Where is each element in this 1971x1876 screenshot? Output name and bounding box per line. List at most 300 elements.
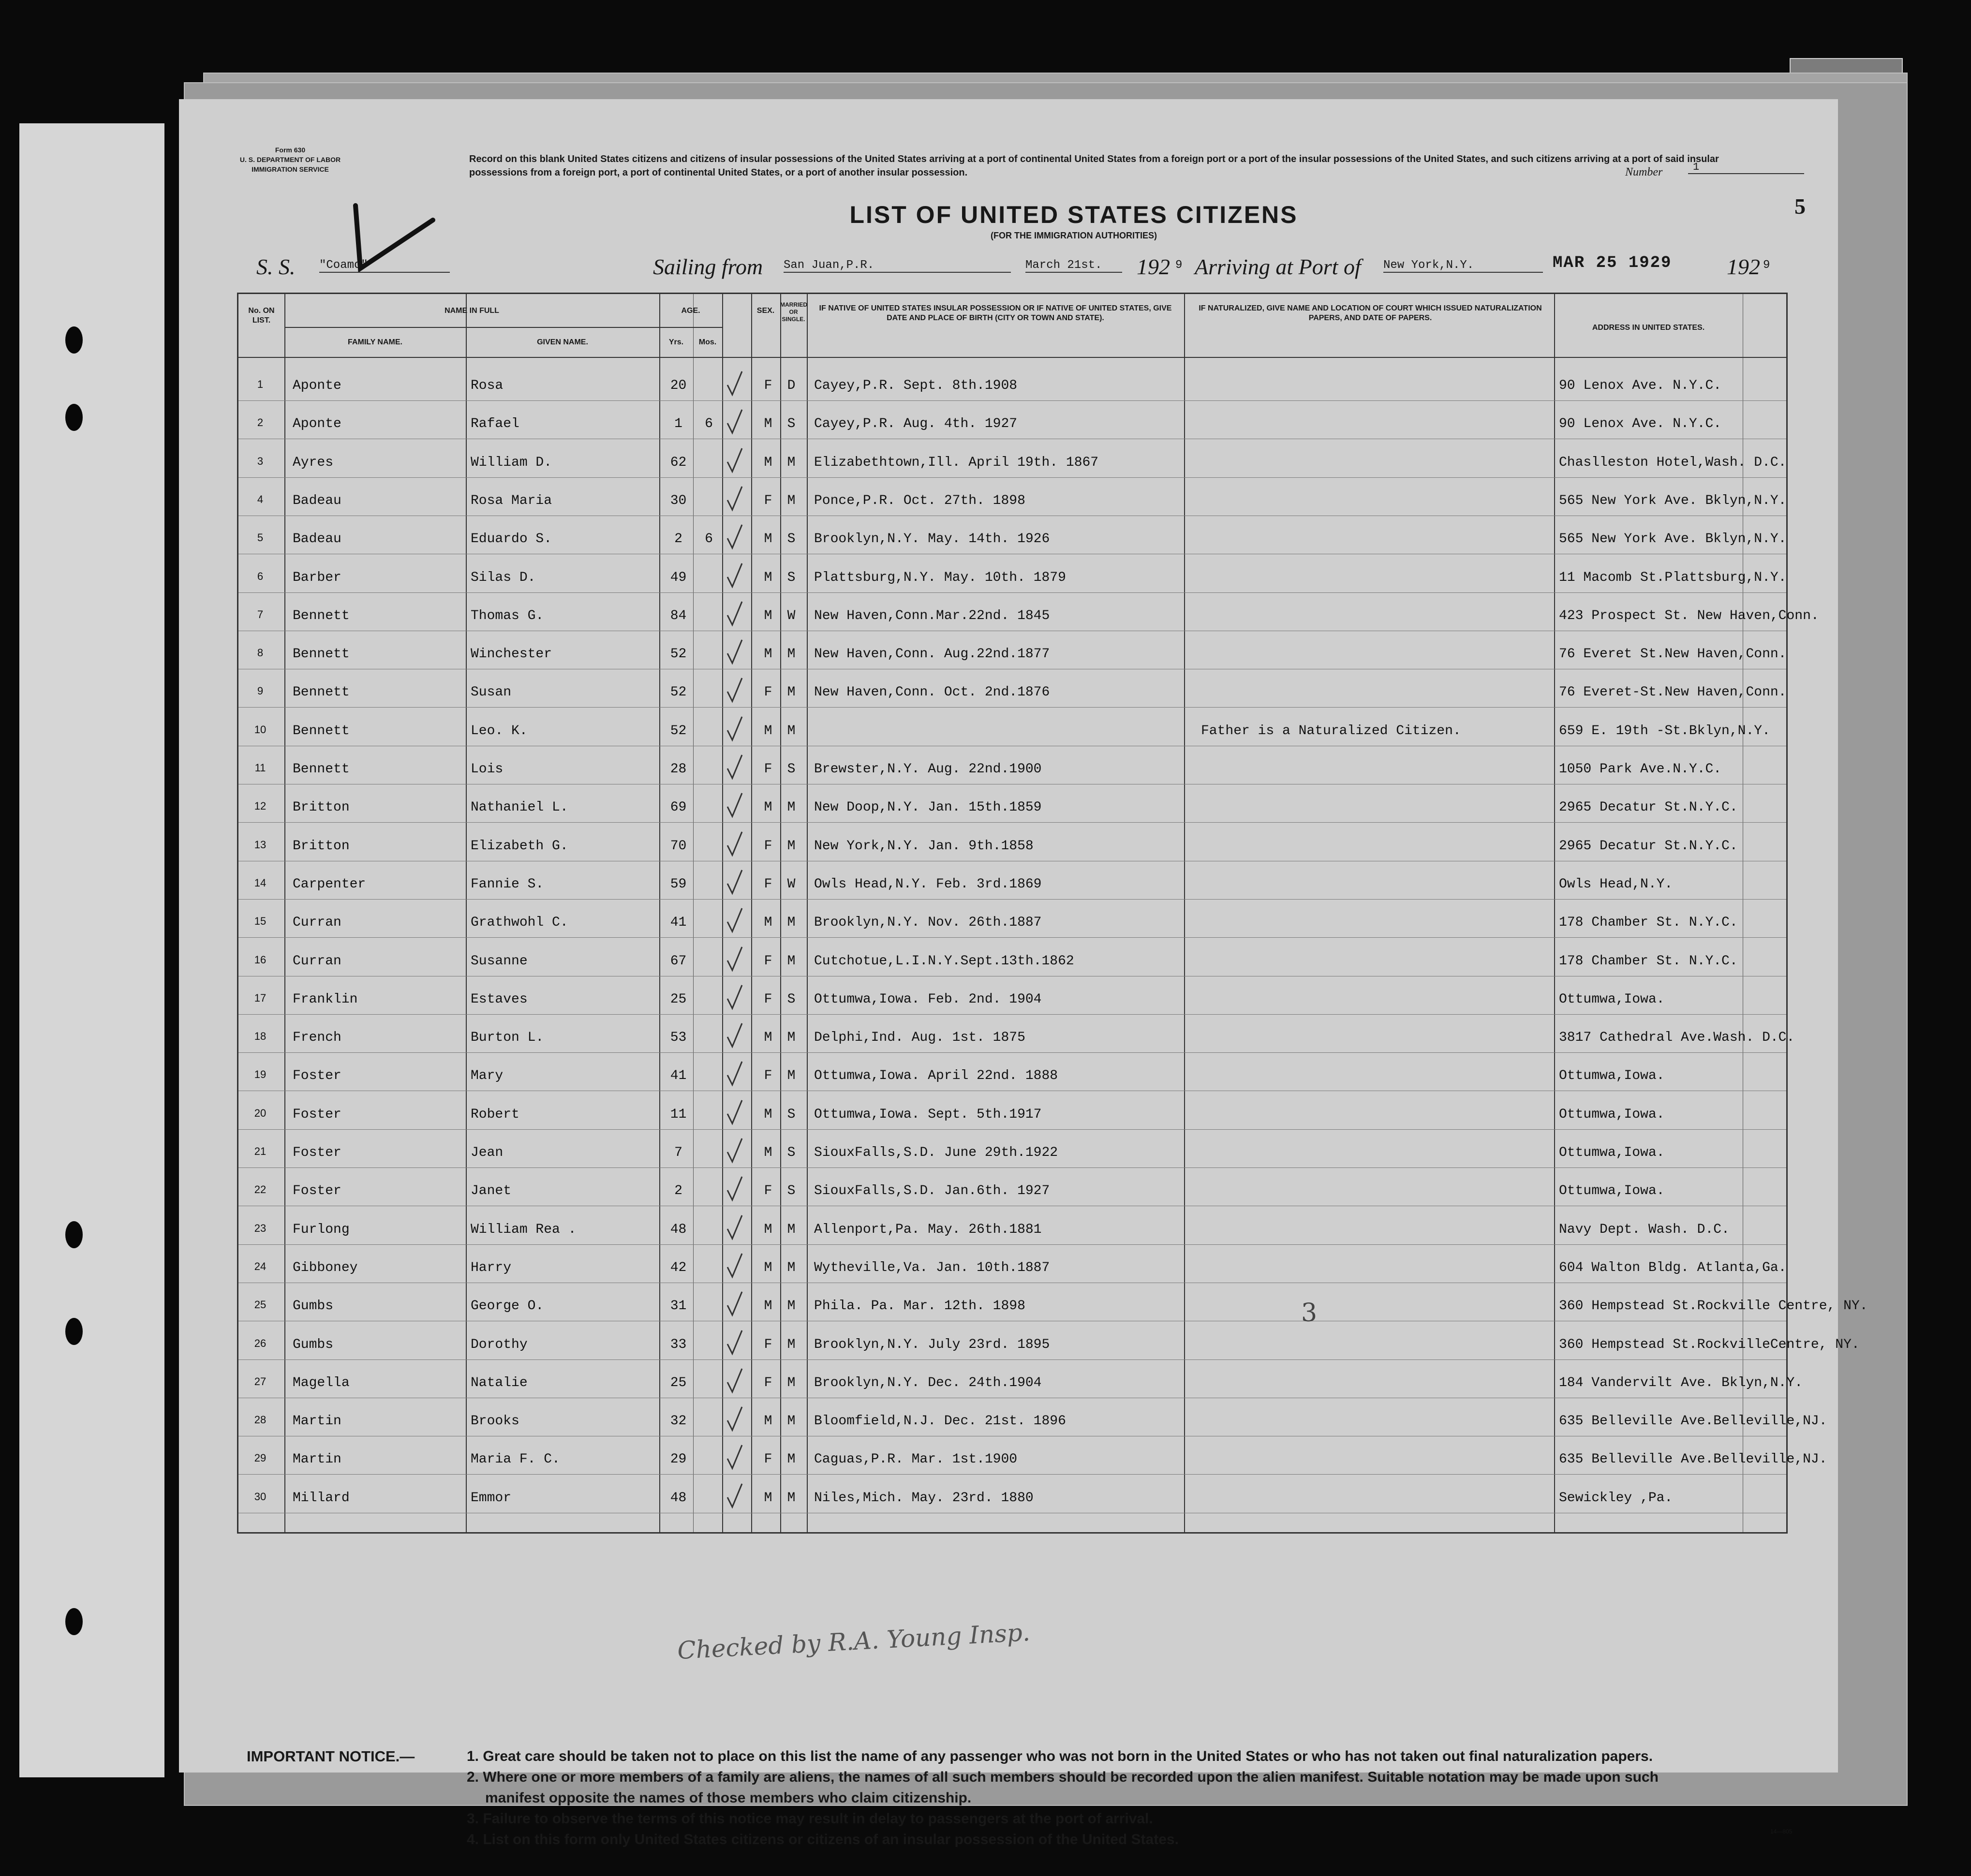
check-tick-icon — [725, 638, 744, 667]
us-address: Navy Dept. Wash. D.C. — [1559, 1222, 1730, 1237]
birth-place-date: Cayey,P.R. Sept. 8th.1908 — [814, 378, 1018, 393]
table-row — [238, 903, 1786, 942]
family-name: Carpenter — [293, 876, 366, 892]
intro-instructions: Record on this blank United States citizens and citizens of insular possessions of the United States arriving at a port of continental United States from a foreign port or a port of the insular possessions of the United States, and such citizens arriving at a port of said insular possessions from a foreign port, a port of continental United States, or a port of another insular possession. — [469, 154, 1719, 178]
arriving-port: New York,N.Y. — [1383, 259, 1543, 273]
table-row — [238, 1019, 1795, 1057]
col-given-name: GIVEN NAME. — [537, 338, 588, 346]
birth-place-date: Cayey,P.R. Aug. 4th. 1927 — [814, 416, 1018, 432]
family-name: Gumbs — [293, 1299, 334, 1314]
given-name: George O. — [471, 1299, 544, 1314]
row-number: 16 — [254, 953, 267, 966]
form-identifier — [208, 145, 372, 174]
us-address: 565 New York Ave. Bklyn,N.Y. — [1559, 493, 1787, 508]
family-name: Millard — [293, 1490, 350, 1506]
age-years: 2 — [674, 1183, 682, 1199]
age-years: 67 — [670, 953, 687, 969]
birth-place-date: Delphi,Ind. Aug. 1st. 1875 — [814, 1030, 1025, 1046]
check-tick-icon — [725, 715, 744, 744]
us-address: 184 Vandervilt Ave. Bklyn,N.Y. — [1559, 1375, 1803, 1390]
us-address: Ottumwa,Iowa. — [1559, 1107, 1665, 1122]
age-years: 2 — [674, 532, 682, 547]
given-name: Susanne — [471, 953, 528, 969]
sex-value: F — [764, 876, 772, 892]
birth-place-date: Brooklyn,N.Y. Nov. 26th.1887 — [814, 915, 1042, 931]
row-number: 15 — [254, 915, 267, 928]
us-address: 76 Everet-St.New Haven,Conn. — [1559, 685, 1787, 700]
row-number: 30 — [254, 1490, 267, 1503]
given-name: Susan — [471, 685, 512, 700]
table-row — [238, 1172, 1786, 1210]
marital-status: M — [787, 838, 796, 854]
birth-place-date: New York,N.Y. Jan. 9th.1858 — [814, 838, 1034, 854]
punch-hole-icon — [65, 404, 83, 431]
marital-status: S — [787, 991, 796, 1007]
table-row — [238, 712, 1786, 750]
header-divider — [659, 327, 722, 328]
age-months: 6 — [705, 532, 713, 547]
sailing-port: San Juan,P.R. — [784, 259, 1011, 273]
family-name: Foster — [293, 1107, 341, 1122]
row-number: 17 — [254, 991, 267, 1004]
birth-place-date: Owls Head,N.Y. Feb. 3rd.1869 — [814, 876, 1042, 892]
given-name: Robert — [471, 1107, 519, 1122]
table-row — [238, 405, 1786, 443]
check-tick-icon — [725, 906, 744, 935]
us-address: 635 Belleville Ave.Belleville,NJ. — [1559, 1414, 1827, 1429]
age-years: 84 — [670, 608, 687, 623]
col-mos: Mos. — [698, 338, 717, 346]
age-years: 32 — [670, 1414, 687, 1429]
col-name-in-full: NAME IN FULL — [445, 307, 499, 315]
year-prefix: 192 — [1727, 254, 1760, 279]
age-years: 1 — [674, 416, 682, 432]
table-row — [238, 788, 1786, 827]
sex-value: M — [764, 1030, 772, 1046]
col-family-name: FAMILY NAME. — [348, 338, 402, 346]
check-tick-icon — [725, 1367, 744, 1396]
given-name: Elizabeth G. — [471, 838, 568, 854]
check-tick-icon — [725, 753, 744, 782]
given-name: Jean — [471, 1145, 504, 1160]
manifest-sheet — [179, 99, 1868, 1847]
sex-value: F — [764, 953, 772, 969]
marital-status: M — [787, 953, 796, 969]
family-name: Martin — [293, 1452, 341, 1467]
given-name: Rosa — [471, 378, 504, 393]
age-years: 11 — [670, 1107, 687, 1122]
check-tick-icon — [725, 1098, 744, 1127]
family-name: Furlong — [293, 1222, 350, 1237]
sex-value: M — [764, 570, 772, 585]
punch-hole-icon — [65, 326, 83, 354]
family-name: Curran — [293, 915, 341, 931]
birth-place-date: Elizabethtown,Ill. April 19th. 1867 — [814, 455, 1099, 470]
family-name: Magella — [293, 1375, 350, 1390]
sex-value: M — [764, 1107, 772, 1122]
table-row — [238, 520, 1786, 558]
table-row — [238, 482, 1786, 520]
birth-place-date: Ottumwa,Iowa. April 22nd. 1888 — [814, 1068, 1058, 1084]
marital-status: S — [787, 1145, 796, 1160]
punch-hole-icon — [65, 1318, 83, 1345]
marital-status: S — [787, 762, 796, 777]
us-address: 360 Hempstead St.RockvilleCentre, NY. — [1559, 1337, 1860, 1352]
notice-item: 1. Great care should be taken not to place on this list the name of any passenger who was not born in the United States or who has not taken out final naturalization papers. — [467, 1748, 1653, 1764]
table-row — [238, 1326, 1860, 1364]
age-years: 42 — [670, 1260, 687, 1275]
sex-value: F — [764, 1337, 772, 1352]
handwritten-annotation: 3 — [1301, 1299, 1318, 1328]
family-name: French — [293, 1030, 341, 1046]
age-years: 70 — [670, 838, 687, 854]
check-tick-icon — [725, 1175, 744, 1204]
col-sex: SEX. — [756, 307, 775, 315]
given-name: Janet — [471, 1183, 512, 1199]
inspector-signature: Checked by R.A. Young Insp. — [676, 1618, 1031, 1665]
us-address: Sewickley ,Pa. — [1559, 1490, 1673, 1506]
given-name: William D. — [471, 455, 552, 470]
family-name: Foster — [293, 1068, 341, 1084]
row-number: 20 — [254, 1107, 267, 1119]
us-address: Ottumwa,Iowa. — [1559, 1068, 1665, 1084]
family-name: Gumbs — [293, 1337, 334, 1352]
check-tick-icon — [725, 983, 744, 1012]
family-name: Gibboney — [293, 1260, 358, 1275]
birth-place-date: Brooklyn,N.Y. May. 14th. 1926 — [814, 532, 1050, 547]
us-address: 2965 Decatur St.N.Y.C. — [1559, 800, 1738, 815]
marital-status: M — [787, 493, 796, 508]
sex-value: F — [764, 685, 772, 700]
birth-place-date: New Doop,N.Y. Jan. 15th.1859 — [814, 800, 1042, 815]
row-number: 18 — [254, 1030, 267, 1043]
age-years: 20 — [670, 378, 687, 393]
given-name: Burton L. — [471, 1030, 544, 1046]
marital-status: M — [787, 915, 796, 931]
marital-status: M — [787, 1375, 796, 1390]
given-name: Natalie — [471, 1375, 528, 1390]
marital-status: M — [787, 1222, 796, 1237]
check-tick-icon — [725, 1252, 744, 1281]
ss-label: S. S. — [256, 254, 296, 279]
notice-item: 2. Where one or more members of a family are aliens, the names of all such members should be recorded upon the alien manifest. Suitable notation may be made upon such — [467, 1769, 1659, 1785]
family-name: Bennett — [293, 723, 350, 739]
sex-value: F — [764, 762, 772, 777]
vessel-name: "Coamo" — [319, 259, 450, 273]
sex-value: F — [764, 1452, 772, 1467]
row-number: 2 — [257, 416, 264, 429]
age-years: 29 — [670, 1452, 687, 1467]
marital-status: W — [787, 608, 796, 623]
sex-value: F — [764, 1375, 772, 1390]
us-address: 635 Belleville Ave.Belleville,NJ. — [1559, 1452, 1827, 1467]
age-years: 7 — [674, 1145, 682, 1160]
department-name: U. S. DEPARTMENT OF LABOR — [239, 156, 341, 163]
age-years: 25 — [670, 1375, 687, 1390]
table-row — [238, 1134, 1786, 1172]
table-row — [238, 1287, 1868, 1325]
age-years: 48 — [670, 1490, 687, 1506]
table-row — [238, 635, 1786, 673]
sex-value: F — [764, 838, 772, 854]
table-row — [238, 1479, 1786, 1517]
sex-value: M — [764, 1222, 772, 1237]
given-name: Harry — [471, 1260, 512, 1275]
check-tick-icon — [725, 1290, 744, 1319]
naturalization-info: Father is a Naturalized Citizen. — [1201, 723, 1461, 739]
birth-place-date: Allenport,Pa. May. 26th.1881 — [814, 1222, 1042, 1237]
number-label: Number — [1625, 166, 1663, 178]
marital-status: M — [787, 1068, 796, 1084]
table-row — [238, 1402, 1827, 1440]
us-address: 2965 Decatur St.N.Y.C. — [1559, 838, 1738, 854]
marital-status: M — [787, 1414, 796, 1429]
row-number: 27 — [254, 1375, 267, 1388]
age-years: 31 — [670, 1299, 687, 1314]
row-number: 12 — [254, 800, 267, 812]
notice-lead: IMPORTANT NOTICE.— — [247, 1748, 415, 1765]
age-months: 6 — [705, 416, 713, 432]
us-address: 178 Chamber St. N.Y.C. — [1559, 915, 1738, 931]
family-name: Martin — [293, 1414, 341, 1429]
birth-place-date: Phila. Pa. Mar. 12th. 1898 — [814, 1299, 1025, 1314]
row-number: 3 — [257, 455, 264, 467]
family-name: Badeau — [293, 493, 341, 508]
notice-item: 3. Failure to observe the terms of this notice may result in delay to passengers at the port of arrival. — [467, 1811, 1153, 1827]
table-row — [238, 559, 1786, 597]
check-tick-icon — [725, 791, 744, 820]
check-tick-icon — [725, 1137, 744, 1166]
family-name: Barber — [293, 570, 341, 585]
sex-value: M — [764, 723, 772, 739]
family-name: Britton — [293, 838, 350, 854]
given-name: Grathwohl C. — [471, 915, 568, 931]
table-row — [238, 1364, 1803, 1402]
sex-value: M — [764, 800, 772, 815]
birth-place-date: Ottumwa,Iowa. Sept. 5th.1917 — [814, 1107, 1042, 1122]
marital-status: M — [787, 1452, 796, 1467]
sex-value: F — [764, 1183, 772, 1199]
given-name: Dorothy — [471, 1337, 528, 1352]
given-name: Brooks — [471, 1414, 519, 1429]
age-years: 30 — [670, 493, 687, 508]
marital-status: S — [787, 416, 796, 432]
birth-place-date: New Haven,Conn. Oct. 2nd.1876 — [814, 685, 1050, 700]
sex-value: F — [764, 991, 772, 1007]
sex-value: M — [764, 608, 772, 623]
table-row — [238, 865, 1786, 903]
age-years: 52 — [670, 647, 687, 662]
us-address: 11 Macomb St.Plattsburg,N.Y. — [1559, 570, 1787, 585]
sex-value: F — [764, 1068, 772, 1084]
birth-place-date: Cutchotue,L.I.N.Y.Sept.13th.1862 — [814, 953, 1074, 969]
binding-strip — [19, 123, 164, 1777]
birth-place-date: Niles,Mich. May. 23rd. 1880 — [814, 1490, 1034, 1506]
age-years: 33 — [670, 1337, 687, 1352]
check-tick-icon — [725, 1443, 744, 1472]
us-address: 565 New York Ave. Bklyn,N.Y. — [1559, 532, 1787, 547]
check-tick-icon — [725, 408, 744, 437]
sex-value: M — [764, 1490, 772, 1506]
table-row — [238, 827, 1786, 865]
given-name: Mary — [471, 1068, 504, 1084]
row-number: 8 — [257, 647, 264, 659]
notice-items — [467, 1746, 1821, 1850]
family-name: Badeau — [293, 532, 341, 547]
given-name: Rafael — [471, 416, 519, 432]
row-number: 25 — [254, 1299, 267, 1311]
given-name: Estaves — [471, 991, 528, 1007]
family-name: Bennett — [293, 608, 350, 623]
birth-place-date: Wytheville,Va. Jan. 10th.1887 — [814, 1260, 1050, 1275]
check-tick-icon — [725, 868, 744, 897]
row-number: 22 — [254, 1183, 267, 1196]
us-address: Chaslleston Hotel,Wash. D.C. — [1559, 455, 1787, 470]
marital-status: S — [787, 570, 796, 585]
col-naturalized: IF NATURALIZED, GIVE NAME AND LOCATION OF COURT WHICH ISSUED NATURALIZATION PAPERS, AND DATE OF PAPERS. — [1199, 304, 1542, 322]
marital-status: S — [787, 1107, 796, 1122]
birth-place-date: Ottumwa,Iowa. Feb. 2nd. 1904 — [814, 991, 1042, 1007]
age-years: 53 — [670, 1030, 687, 1046]
given-name: Silas D. — [471, 570, 536, 585]
year-suffix: 9 — [1175, 259, 1183, 272]
birth-place-date: SiouxFalls,S.D. Jan.6th. 1927 — [814, 1183, 1050, 1199]
check-tick-icon — [725, 523, 744, 552]
age-years: 49 — [670, 570, 687, 585]
sex-value: M — [764, 416, 772, 432]
age-years: 41 — [670, 915, 687, 931]
us-address: 360 Hempstead St.Rockville Centre, NY. — [1559, 1299, 1868, 1314]
birth-place-date: Caguas,P.R. Mar. 1st.1900 — [814, 1452, 1018, 1467]
notice-item: 4. List on this form only United States citizens or citizens of an insular possession of the United States. — [467, 1832, 1179, 1847]
row-number: 13 — [254, 838, 267, 851]
us-address: 659 E. 19th -St.Bklyn,N.Y. — [1559, 723, 1770, 739]
marital-status: S — [787, 532, 796, 547]
us-address: 3817 Cathedral Ave.Wash. D.C. — [1559, 1030, 1795, 1046]
marital-status: M — [787, 723, 796, 739]
age-years: 25 — [670, 991, 687, 1007]
row-number: 21 — [254, 1145, 267, 1157]
age-years: 69 — [670, 800, 687, 815]
family-name: Ayres — [293, 455, 334, 470]
given-name: Fannie S. — [471, 876, 544, 892]
table-row — [238, 367, 1786, 405]
marital-status: M — [787, 1490, 796, 1506]
sex-value: M — [764, 532, 772, 547]
us-address: 1050 Park Ave.N.Y.C. — [1559, 762, 1722, 777]
row-number: 6 — [257, 570, 264, 582]
row-number: 7 — [257, 608, 264, 620]
marital-status: M — [787, 800, 796, 815]
check-tick-icon — [725, 485, 744, 514]
check-tick-icon — [725, 1329, 744, 1358]
marital-status: M — [787, 685, 796, 700]
family-name: Foster — [293, 1183, 341, 1199]
sex-value: F — [764, 493, 772, 508]
row-number: 1 — [257, 378, 264, 390]
family-name: Britton — [293, 800, 350, 815]
sex-value: F — [764, 378, 772, 393]
given-name: Thomas G. — [471, 608, 544, 623]
table-row — [238, 750, 1786, 788]
col-yrs: Yrs. — [668, 338, 684, 346]
us-address: 178 Chamber St. N.Y.C. — [1559, 953, 1738, 969]
age-years: 62 — [670, 455, 687, 470]
check-tick-icon — [725, 1482, 744, 1511]
row-number: 26 — [254, 1337, 267, 1349]
check-tick-icon — [725, 945, 744, 974]
row-number: 23 — [254, 1222, 267, 1234]
family-name: Foster — [293, 1145, 341, 1160]
table-row — [238, 1057, 1786, 1095]
arriving-label: Arriving at Port of — [1195, 254, 1361, 279]
birth-place-date: Ponce,P.R. Oct. 27th. 1898 — [814, 493, 1025, 508]
check-tick-icon — [725, 1060, 744, 1089]
document-subtitle: (FOR THE IMMIGRATION AUTHORITIES) — [991, 231, 1157, 240]
sailing-date: March 21st. — [1025, 259, 1122, 273]
check-tick-icon — [725, 676, 744, 705]
us-address: Owls Head,N.Y. — [1559, 876, 1673, 892]
us-address: Ottumwa,Iowa. — [1559, 991, 1665, 1007]
given-name: William Rea . — [471, 1222, 577, 1237]
sex-value: M — [764, 1414, 772, 1429]
service-name: IMMIGRATION SERVICE — [252, 165, 329, 173]
arrival-stamp: MAR 25 1929 — [1553, 254, 1672, 272]
table-row — [238, 980, 1786, 1019]
header-divider — [238, 357, 1786, 358]
marital-status: M — [787, 1299, 796, 1314]
col-address: ADDRESS IN UNITED STATES. — [1592, 324, 1705, 332]
footer-code: 14—805 — [1770, 1828, 1793, 1835]
row-number: 9 — [257, 685, 264, 697]
age-years: 52 — [670, 723, 687, 739]
page-number: 5 — [1794, 194, 1806, 219]
family-name: Bennett — [293, 647, 350, 662]
age-years: 59 — [670, 876, 687, 892]
row-number: 24 — [254, 1260, 267, 1272]
marital-status: M — [787, 455, 796, 470]
sex-value: M — [764, 1299, 772, 1314]
check-tick-icon — [725, 446, 744, 475]
table-row — [238, 597, 1819, 635]
family-name: Franklin — [293, 991, 358, 1007]
given-name: Nathaniel L. — [471, 800, 568, 815]
us-address: 90 Lenox Ave. N.Y.C. — [1559, 378, 1722, 393]
table-row — [238, 1440, 1827, 1478]
marital-status: M — [787, 647, 796, 662]
row-number: 19 — [254, 1068, 267, 1081]
header-divider — [284, 327, 659, 328]
birth-place-date: New Haven,Conn.Mar.22nd. 1845 — [814, 608, 1050, 623]
row-number: 4 — [257, 493, 264, 505]
notice-item: manifest opposite the names of those members who claim citizenship. — [485, 1790, 972, 1806]
table-row — [238, 1211, 1786, 1249]
table-row — [238, 1095, 1786, 1134]
age-years: 41 — [670, 1068, 687, 1084]
family-name: Bennett — [293, 762, 350, 777]
table-row — [238, 673, 1786, 711]
marital-status: W — [787, 876, 796, 892]
check-tick-icon — [725, 1021, 744, 1050]
birth-place-date: Brooklyn,N.Y. July 23rd. 1895 — [814, 1337, 1050, 1352]
document-title: LIST OF UNITED STATES CITIZENS — [849, 201, 1298, 228]
birth-place-date: New Haven,Conn. Aug.22nd.1877 — [814, 647, 1050, 662]
given-name: Maria F. C. — [471, 1452, 560, 1467]
number-value: 1 — [1688, 161, 1804, 174]
marital-status: S — [787, 1183, 796, 1199]
sex-value: M — [764, 647, 772, 662]
birth-place-date: Plattsburg,N.Y. May. 10th. 1879 — [814, 570, 1066, 585]
